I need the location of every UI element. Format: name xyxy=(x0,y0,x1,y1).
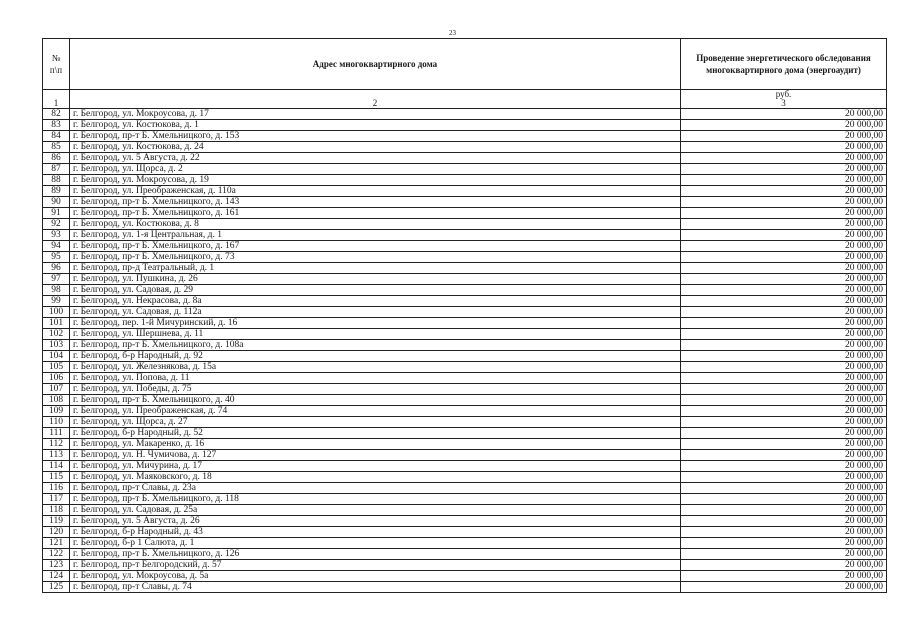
row-cost: 20 000,00 xyxy=(681,527,887,538)
row-address: г. Белгород, ул. Попова, д. 11 xyxy=(70,373,681,384)
table-row xyxy=(43,516,887,527)
row-number: 103 xyxy=(43,340,70,351)
row-number: 101 xyxy=(43,318,70,329)
header-number-col: № п\п xyxy=(43,39,70,90)
row-number: 87 xyxy=(43,164,70,175)
table-row xyxy=(43,120,887,131)
row-cost: 20 000,00 xyxy=(681,285,887,296)
index-col1: 1 xyxy=(43,90,70,109)
row-number: 100 xyxy=(43,307,70,318)
row-address: г. Белгород, ул. Костюкова, д. 1 xyxy=(70,120,681,131)
table-row xyxy=(43,109,887,120)
row-cost: 20 000,00 xyxy=(681,109,887,120)
row-number: 90 xyxy=(43,197,70,208)
row-address: г. Белгород, пр-т Славы, д. 74 xyxy=(70,582,681,593)
row-address: г. Белгород, ул. Некрасова, д. 8а xyxy=(70,296,681,307)
row-address: г. Белгород, ул. 1-я Центральная, д. 1 xyxy=(70,230,681,241)
row-address: г. Белгород, пр-т Б. Хмельницкого, д. 40 xyxy=(70,395,681,406)
row-number: 119 xyxy=(43,516,70,527)
column-index-row xyxy=(43,90,887,109)
table-row xyxy=(43,142,887,153)
header-energy-audit-col: Проведение энергетического обследования многоквартирного дома (энергоаудит) xyxy=(681,39,887,90)
row-address: г. Белгород, б-р Народный, д. 43 xyxy=(70,527,681,538)
row-number: 94 xyxy=(43,241,70,252)
header-row xyxy=(43,39,887,90)
row-number: 120 xyxy=(43,527,70,538)
table-row xyxy=(43,296,887,307)
row-number: 98 xyxy=(43,285,70,296)
row-address: г. Белгород, ул. Преображенская, д. 74 xyxy=(70,406,681,417)
address-table xyxy=(42,38,887,593)
row-cost: 20 000,00 xyxy=(681,329,887,340)
row-cost: 20 000,00 xyxy=(681,439,887,450)
row-cost: 20 000,00 xyxy=(681,461,887,472)
row-number: 123 xyxy=(43,560,70,571)
unit-label: руб. xyxy=(775,89,792,99)
row-number: 106 xyxy=(43,373,70,384)
row-cost: 20 000,00 xyxy=(681,516,887,527)
row-cost: 20 000,00 xyxy=(681,505,887,516)
row-address: г. Белгород, ул. Пушкина, д. 26 xyxy=(70,274,681,285)
row-address: г. Белгород, пр-т Б. Хмельницкого, д. 161 xyxy=(70,208,681,219)
row-number: 108 xyxy=(43,395,70,406)
row-number: 125 xyxy=(43,582,70,593)
row-address: г. Белгород, пр-т Б. Хмельницкого, д. 73 xyxy=(70,252,681,263)
index-col3-number: 3 xyxy=(781,98,786,108)
table-row xyxy=(43,549,887,560)
row-number: 122 xyxy=(43,549,70,560)
row-address: г. Белгород, ул. Победы, д. 75 xyxy=(70,384,681,395)
row-cost: 20 000,00 xyxy=(681,582,887,593)
row-address: г. Белгород, ул. Н. Чумичова, д. 127 xyxy=(70,450,681,461)
row-number: 113 xyxy=(43,450,70,461)
row-number: 114 xyxy=(43,461,70,472)
row-cost: 20 000,00 xyxy=(681,373,887,384)
row-address: г. Белгород, пр-т Б. Хмельницкого, д. 143 xyxy=(70,197,681,208)
row-number: 93 xyxy=(43,230,70,241)
row-cost: 20 000,00 xyxy=(681,175,887,186)
row-address: г. Белгород, пр-т Славы, д. 23а xyxy=(70,483,681,494)
row-address: г. Белгород, ул. Щорса, д. 27 xyxy=(70,417,681,428)
row-address: г. Белгород, ул. Костюкова, д. 8 xyxy=(70,219,681,230)
table-row xyxy=(43,329,887,340)
row-number: 112 xyxy=(43,439,70,450)
row-cost: 20 000,00 xyxy=(681,483,887,494)
table-row xyxy=(43,208,887,219)
row-cost: 20 000,00 xyxy=(681,428,887,439)
row-cost: 20 000,00 xyxy=(681,208,887,219)
table-row xyxy=(43,582,887,593)
table-row xyxy=(43,230,887,241)
row-address: г. Белгород, ул. 5 Августа, д. 22 xyxy=(70,153,681,164)
row-number: 105 xyxy=(43,362,70,373)
row-number: 97 xyxy=(43,274,70,285)
row-number: 83 xyxy=(43,120,70,131)
row-address: г. Белгород, пр-т Б. Хмельницкого, д. 167 xyxy=(70,241,681,252)
row-cost: 20 000,00 xyxy=(681,120,887,131)
row-cost: 20 000,00 xyxy=(681,494,887,505)
table-row xyxy=(43,351,887,362)
row-address: г. Белгород, пр-д Театральный, д. 1 xyxy=(70,263,681,274)
table-row xyxy=(43,483,887,494)
row-address: г. Белгород, б-р 1 Салюта, д. 1 xyxy=(70,538,681,549)
row-address: г. Белгород, ул. Макаренко, д. 16 xyxy=(70,439,681,450)
row-address: г. Белгород, ул. Мокроусова, д. 5а xyxy=(70,571,681,582)
row-number: 102 xyxy=(43,329,70,340)
page-number: 23 xyxy=(449,29,456,37)
table-row xyxy=(43,395,887,406)
row-cost: 20 000,00 xyxy=(681,219,887,230)
row-address: г. Белгород, б-р Народный, д. 92 xyxy=(70,351,681,362)
table-row xyxy=(43,472,887,483)
table-row xyxy=(43,318,887,329)
row-cost: 20 000,00 xyxy=(681,274,887,285)
row-address: г. Белгород, ул. Мокроусова, д. 19 xyxy=(70,175,681,186)
row-number: 110 xyxy=(43,417,70,428)
row-number: 91 xyxy=(43,208,70,219)
row-number: 107 xyxy=(43,384,70,395)
row-cost: 20 000,00 xyxy=(681,406,887,417)
row-address: г. Белгород, ул. Мокроусова, д. 17 xyxy=(70,109,681,120)
row-cost: 20 000,00 xyxy=(681,164,887,175)
table-row xyxy=(43,197,887,208)
table-row xyxy=(43,219,887,230)
row-cost: 20 000,00 xyxy=(681,142,887,153)
row-number: 85 xyxy=(43,142,70,153)
row-cost: 20 000,00 xyxy=(681,307,887,318)
row-address: г. Белгород, ул. Садовая, д. 112а xyxy=(70,307,681,318)
row-cost: 20 000,00 xyxy=(681,186,887,197)
row-address: г. Белгород, пр-т Б. Хмельницкого, д. 126 xyxy=(70,549,681,560)
row-address: г. Белгород, ул. Маяковского, д. 18 xyxy=(70,472,681,483)
row-address: г. Белгород, пр-т Б. Хмельницкого, д. 118 xyxy=(70,494,681,505)
row-cost: 20 000,00 xyxy=(681,472,887,483)
row-number: 111 xyxy=(43,428,70,439)
row-number: 88 xyxy=(43,175,70,186)
row-address: г. Белгород, ул. Садовая, д. 25а xyxy=(70,505,681,516)
row-number: 96 xyxy=(43,263,70,274)
table-row xyxy=(43,131,887,142)
row-number: 82 xyxy=(43,109,70,120)
row-address: г. Белгород, ул. Костюкова, д. 24 xyxy=(70,142,681,153)
table-row xyxy=(43,340,887,351)
row-cost: 20 000,00 xyxy=(681,351,887,362)
table-row xyxy=(43,450,887,461)
row-cost: 20 000,00 xyxy=(681,230,887,241)
table-row xyxy=(43,538,887,549)
row-address: г. Белгород, ул. Мичурина, д. 17 xyxy=(70,461,681,472)
row-cost: 20 000,00 xyxy=(681,538,887,549)
table-row xyxy=(43,439,887,450)
table-row xyxy=(43,428,887,439)
table-row xyxy=(43,384,887,395)
row-number: 109 xyxy=(43,406,70,417)
table-row xyxy=(43,373,887,384)
table-row xyxy=(43,164,887,175)
row-number: 121 xyxy=(43,538,70,549)
row-number: 116 xyxy=(43,483,70,494)
row-cost: 20 000,00 xyxy=(681,450,887,461)
row-cost: 20 000,00 xyxy=(681,296,887,307)
row-cost: 20 000,00 xyxy=(681,153,887,164)
row-address: г. Белгород, пр-т Б. Хмельницкого, д. 153 xyxy=(70,131,681,142)
row-cost: 20 000,00 xyxy=(681,571,887,582)
table-row xyxy=(43,417,887,428)
table-row xyxy=(43,263,887,274)
table-row xyxy=(43,252,887,263)
row-address: г. Белгород, ул. Железнякова, д. 15а xyxy=(70,362,681,373)
row-cost: 20 000,00 xyxy=(681,263,887,274)
row-cost: 20 000,00 xyxy=(681,384,887,395)
row-number: 99 xyxy=(43,296,70,307)
index-col3 xyxy=(681,90,887,109)
row-address: г. Белгород, б-р Народный, д. 52 xyxy=(70,428,681,439)
table-row xyxy=(43,175,887,186)
row-address: г. Белгород, пр-т Белгородский, д. 57 xyxy=(70,560,681,571)
row-cost: 20 000,00 xyxy=(681,417,887,428)
row-number: 84 xyxy=(43,131,70,142)
row-number: 92 xyxy=(43,219,70,230)
row-address: г. Белгород, ул. Щорса, д. 2 xyxy=(70,164,681,175)
row-number: 117 xyxy=(43,494,70,505)
table-row xyxy=(43,362,887,373)
table-row xyxy=(43,527,887,538)
table-row xyxy=(43,461,887,472)
row-number: 124 xyxy=(43,571,70,582)
table-row xyxy=(43,307,887,318)
row-address: г. Белгород, ул. Шершнева, д. 11 xyxy=(70,329,681,340)
table-row xyxy=(43,274,887,285)
table-row xyxy=(43,241,887,252)
table-row xyxy=(43,560,887,571)
row-address: г. Белгород, пер. 1-й Мичуринский, д. 16 xyxy=(70,318,681,329)
table-row xyxy=(43,571,887,582)
row-number: 104 xyxy=(43,351,70,362)
table-row xyxy=(43,406,887,417)
row-number: 115 xyxy=(43,472,70,483)
row-address: г. Белгород, ул. 5 Августа, д. 26 xyxy=(70,516,681,527)
table-row xyxy=(43,285,887,296)
row-number: 89 xyxy=(43,186,70,197)
row-address: г. Белгород, ул. Преображенская, д. 110а xyxy=(70,186,681,197)
header-address-col: Адрес многоквартирного дома xyxy=(70,39,681,90)
row-cost: 20 000,00 xyxy=(681,252,887,263)
table-row xyxy=(43,153,887,164)
row-address: г. Белгород, ул. Садовая, д. 29 xyxy=(70,285,681,296)
table-row xyxy=(43,494,887,505)
row-number: 86 xyxy=(43,153,70,164)
table-row xyxy=(43,186,887,197)
index-col2: 2 xyxy=(70,90,681,109)
table-body xyxy=(43,39,887,593)
row-cost: 20 000,00 xyxy=(681,362,887,373)
row-cost: 20 000,00 xyxy=(681,318,887,329)
row-cost: 20 000,00 xyxy=(681,560,887,571)
row-cost: 20 000,00 xyxy=(681,549,887,560)
row-number: 95 xyxy=(43,252,70,263)
row-cost: 20 000,00 xyxy=(681,395,887,406)
row-cost: 20 000,00 xyxy=(681,131,887,142)
row-cost: 20 000,00 xyxy=(681,241,887,252)
row-number: 118 xyxy=(43,505,70,516)
row-cost: 20 000,00 xyxy=(681,340,887,351)
table-row xyxy=(43,505,887,516)
row-address: г. Белгород, пр-т Б. Хмельницкого, д. 108а xyxy=(70,340,681,351)
row-cost: 20 000,00 xyxy=(681,197,887,208)
